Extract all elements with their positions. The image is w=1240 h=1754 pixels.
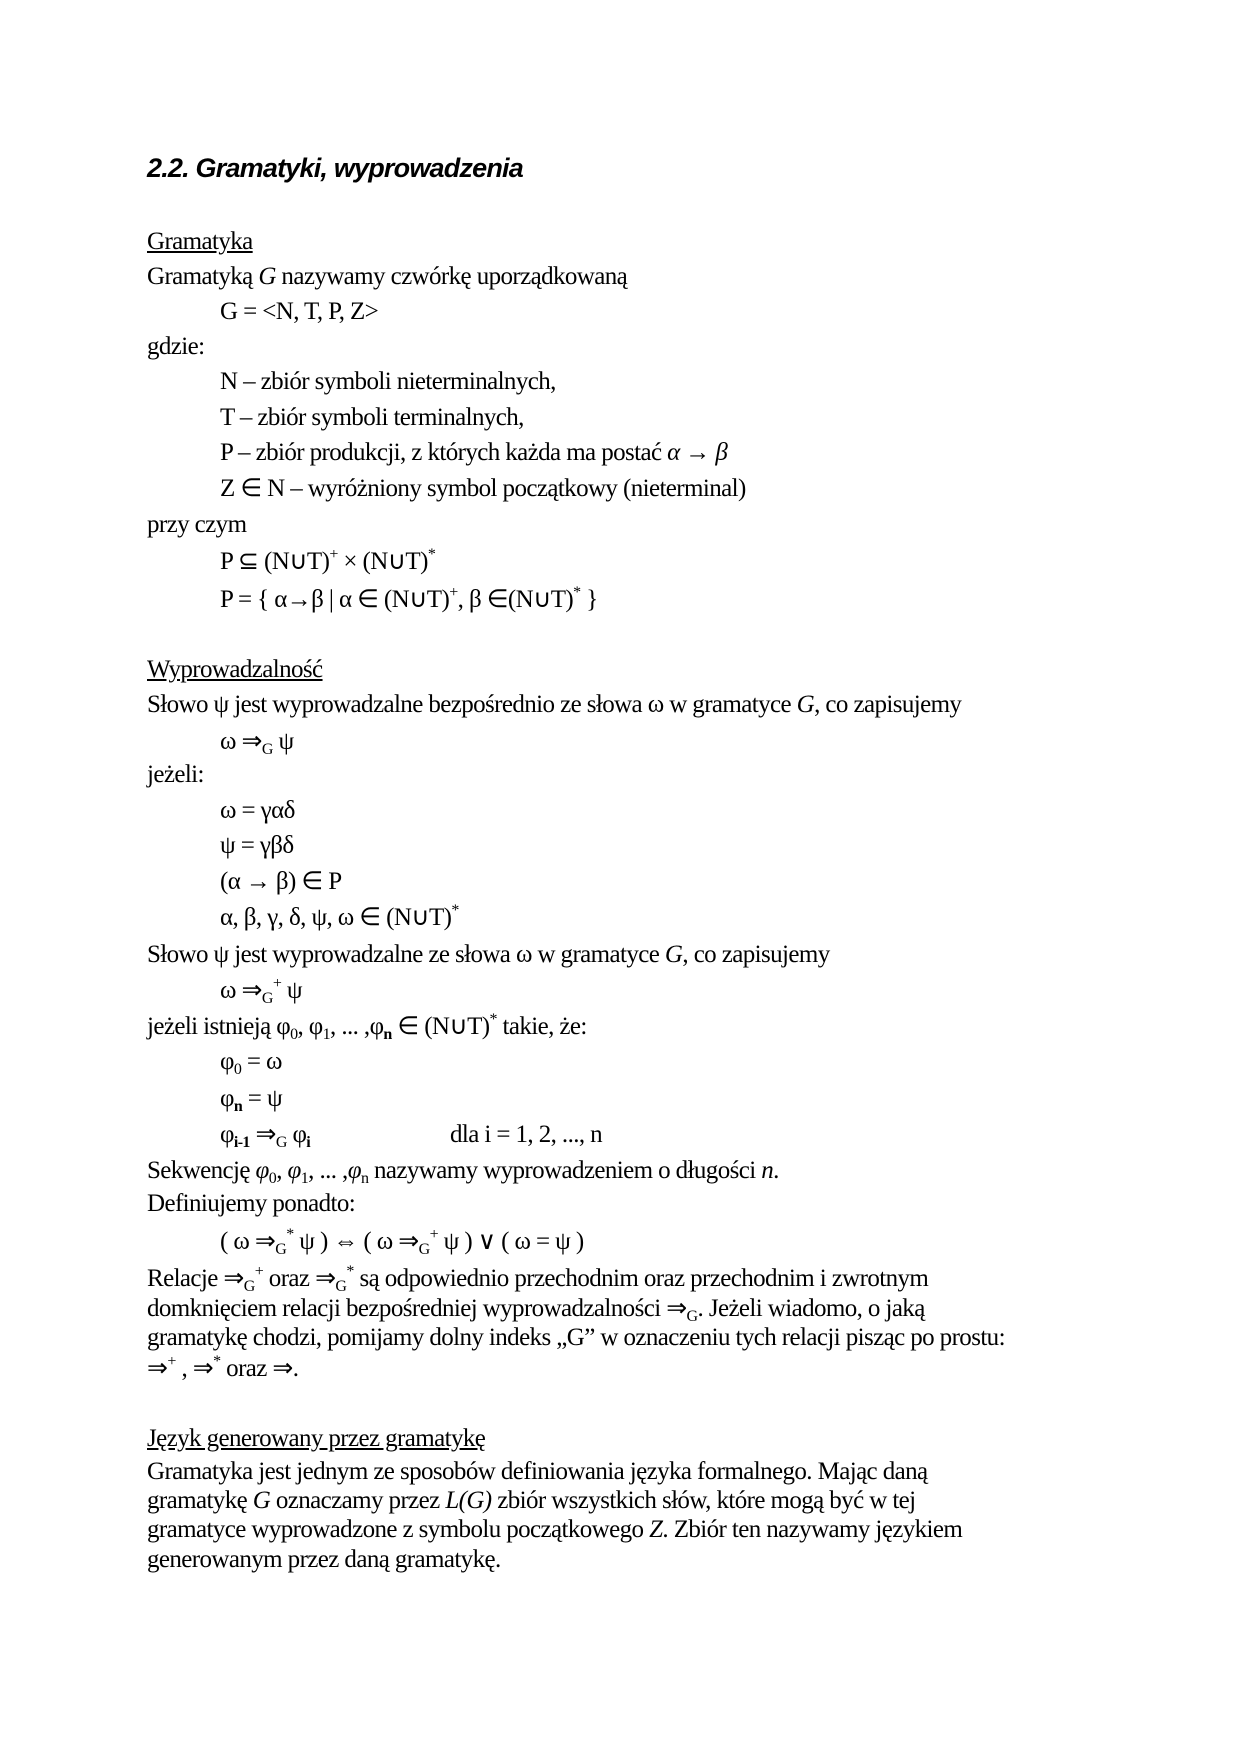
paragraph-line xyxy=(147,1517,962,1543)
formula-line xyxy=(220,546,436,575)
subheading-jezyk xyxy=(147,1426,485,1452)
text-segment: . Jeżeli wiadomo, o jaką xyxy=(697,1295,925,1322)
text-segment: 0 xyxy=(233,1061,242,1078)
text-segment: Sekwencję xyxy=(147,1157,256,1184)
text-segment: ⇒ xyxy=(147,1355,168,1382)
subheading-gramatyka xyxy=(147,229,253,255)
text-segment: , ... , xyxy=(308,1157,348,1184)
paragraph-line xyxy=(147,1547,501,1573)
formula-line xyxy=(220,869,342,895)
text-segment: gdzie: xyxy=(147,333,205,360)
text-segment: przy czym xyxy=(147,511,247,538)
text-segment: φ xyxy=(347,1157,361,1184)
formula-line xyxy=(220,299,378,325)
text-segment: N – zbiór symboli nieterminalnych, xyxy=(220,368,556,395)
text-segment: φ xyxy=(220,1085,234,1112)
text-segment: (α → β) ∈ P xyxy=(220,868,342,895)
text-segment: + xyxy=(167,1353,176,1370)
text-segment: G xyxy=(243,1278,255,1295)
formula-line xyxy=(220,1121,311,1151)
paragraph-line xyxy=(147,334,204,360)
text-segment: zbiór wszystkich słów, które mogą być w tej xyxy=(491,1487,916,1514)
text-segment: P ⊆ (N∪T) xyxy=(220,548,330,575)
section-title: 2.2. Gramatyki, wyprowadzenia xyxy=(147,153,523,183)
text-segment: G xyxy=(275,1134,287,1151)
text-segment: Z xyxy=(649,1516,663,1543)
text-segment: ∈ (N∪T) xyxy=(391,1013,490,1040)
text-segment: , xyxy=(276,1157,288,1184)
text-segment: takie, że: xyxy=(496,1013,587,1040)
text-segment: Język generowany przez gramatykę xyxy=(147,1425,486,1452)
paragraph-line xyxy=(147,1157,779,1187)
text-segment: * xyxy=(489,1011,497,1028)
formula-line xyxy=(220,584,598,613)
text-segment: 0 xyxy=(268,1170,277,1187)
formula-line xyxy=(220,975,302,1007)
text-segment: G = <N, T, P, Z> xyxy=(220,298,379,325)
text-segment: = ω xyxy=(241,1048,282,1075)
formula-line xyxy=(220,728,294,758)
text-segment: , β ∈(N∪T) xyxy=(457,586,574,613)
text-segment: , co zapisujemy xyxy=(814,691,962,718)
formula-line xyxy=(220,902,459,931)
text-segment: φ xyxy=(287,1157,301,1184)
text-segment: α → β xyxy=(667,439,728,466)
text-segment: Gramatyką xyxy=(147,263,259,290)
text-segment: ω ⇒ xyxy=(220,728,262,755)
text-segment: , co zapisujemy xyxy=(682,941,830,968)
text-segment: * xyxy=(213,1353,221,1370)
formula-line xyxy=(220,1048,282,1078)
text-segment: domknięciem relacji bezpośredniej wyprowadzalności ⇒ xyxy=(147,1295,687,1322)
paragraph-line xyxy=(147,1191,355,1217)
text-segment: + xyxy=(329,546,338,563)
text-segment: jeżeli: xyxy=(147,761,204,788)
text-segment: × (N∪T) xyxy=(337,548,428,575)
text-segment: G xyxy=(258,263,276,290)
paragraph-line xyxy=(147,1295,925,1325)
paragraph-line xyxy=(147,692,961,718)
text-segment: φ xyxy=(220,1048,234,1075)
text-segment: Z ∈ N – wyróżniony symbol początkowy (nieterminal) xyxy=(220,475,746,502)
paragraph-line xyxy=(147,1325,1005,1351)
index-range-note: dla i = 1, 2, ..., n xyxy=(450,1121,603,1148)
text-segment: n xyxy=(383,1026,392,1043)
text-segment: * xyxy=(286,1226,294,1243)
text-segment: Definiujemy ponadto: xyxy=(147,1190,356,1217)
text-segment: * xyxy=(346,1263,354,1280)
text-segment: ψ ) ⇔ ( ω ⇒ xyxy=(293,1228,419,1255)
text-segment: P = { α→β | α ∈ (N∪T) xyxy=(220,586,450,613)
text-segment: są odpowiednio przechodnim oraz przechodnim i zwrotnym xyxy=(353,1265,929,1292)
text-segment: , φ xyxy=(297,1013,323,1040)
text-segment: α, β, γ, δ, ψ, ω ∈ (N∪T) xyxy=(220,904,452,931)
formula-line xyxy=(220,798,295,824)
text-segment: + xyxy=(254,1263,264,1280)
paragraph-line xyxy=(147,1488,916,1514)
text-segment: ω ⇒ xyxy=(220,977,262,1004)
text-segment: gramatykę chodzi, pomijamy dolny indeks „G” w oznaczeniu tych relacji pisząc po prostu: xyxy=(147,1324,1005,1351)
text-segment: n xyxy=(761,1157,774,1184)
text-segment: ω = γαδ xyxy=(220,797,295,824)
text-segment: , ... ,φ xyxy=(330,1013,384,1040)
text-segment: + xyxy=(449,584,458,601)
text-segment: i-1 xyxy=(233,1134,250,1151)
text-segment: φ xyxy=(220,1121,234,1148)
formula-line xyxy=(220,1226,584,1258)
formula-line xyxy=(220,833,294,859)
text-segment: ψ ) ∨ ( ω = ψ ) xyxy=(438,1228,584,1255)
text-segment: G xyxy=(796,691,815,718)
list-item xyxy=(220,405,524,431)
text-segment: jeżeli istnieją φ xyxy=(147,1013,291,1040)
text-segment: . Zbiór ten nazywamy językiem xyxy=(662,1516,963,1543)
text-segment: Gramatyka xyxy=(147,228,253,255)
text-segment: P – zbiór produkcji, z których każda ma postać xyxy=(220,439,668,466)
text-segment: . xyxy=(773,1157,779,1184)
paragraph-line xyxy=(147,1011,587,1043)
text-segment: oraz ⇒ xyxy=(263,1265,336,1292)
paragraph-line xyxy=(147,1263,929,1295)
text-segment: * xyxy=(451,902,459,919)
paragraph-line xyxy=(147,512,246,538)
text-segment: , ⇒ xyxy=(175,1355,214,1382)
paragraph-line xyxy=(147,762,204,788)
text-segment: n xyxy=(360,1170,369,1187)
text-segment: Gramatyka jest jednym ze sposobów definiowania języka formalnego. Mając daną xyxy=(147,1458,928,1485)
text-segment: ( ω ⇒ xyxy=(220,1228,276,1255)
text-segment: ψ = γβδ xyxy=(220,832,294,859)
text-segment: 1 xyxy=(300,1170,309,1187)
text-segment: oraz ⇒. xyxy=(220,1355,299,1382)
text-segment: generowanym przez daną gramatykę. xyxy=(147,1546,501,1573)
text-segment: φ xyxy=(255,1157,269,1184)
text-segment: Słowo ψ jest wyprowadzalne bezpośrednio ze słowa ω w gramatyce xyxy=(147,691,797,718)
text-segment: G xyxy=(261,990,273,1007)
text-segment: nazywamy czwórkę uporządkowaną xyxy=(275,263,628,290)
paragraph-line xyxy=(147,1459,928,1485)
text-segment: * xyxy=(427,546,436,563)
text-segment: * xyxy=(573,584,581,601)
subheading-wyprowadzalnosc xyxy=(147,657,323,683)
text-segment: ψ xyxy=(272,728,294,755)
text-segment: = ψ xyxy=(242,1085,283,1112)
paragraph-line xyxy=(147,1353,299,1382)
text-segment: ⇒ xyxy=(249,1121,276,1148)
list-item xyxy=(220,440,727,466)
text-segment: L(G) xyxy=(445,1487,492,1514)
list-item xyxy=(220,369,556,395)
text-segment: i xyxy=(306,1134,311,1151)
text-segment: gramatyce wyprowadzone z symbolu początkowego xyxy=(147,1516,650,1543)
text-segment: } xyxy=(580,586,598,613)
text-segment: Wyprowadzalność xyxy=(147,656,323,683)
text-segment: G xyxy=(335,1278,347,1295)
text-segment: T – zbiór symboli terminalnych, xyxy=(220,404,524,431)
text-segment: 0 xyxy=(290,1026,298,1043)
text-segment: G xyxy=(275,1241,287,1258)
text-segment: Relacje ⇒ xyxy=(147,1265,244,1292)
text-segment: + xyxy=(272,975,282,992)
text-segment: 1 xyxy=(322,1026,331,1043)
formula-line xyxy=(220,1085,283,1115)
paragraph-line xyxy=(147,942,830,968)
text-segment: gramatykę xyxy=(147,1487,253,1514)
list-item xyxy=(220,476,746,502)
text-segment: G xyxy=(252,1487,271,1514)
text-segment: nazywamy wyprowadzeniem o długości xyxy=(368,1157,762,1184)
text-segment: G xyxy=(418,1241,430,1258)
text-segment: ψ xyxy=(281,977,302,1004)
text-segment: Słowo ψ jest wyprowadzalne ze słowa ω w gramatyce xyxy=(147,941,665,968)
paragraph-line xyxy=(147,264,627,290)
text-segment: G xyxy=(261,741,273,758)
text-segment: + xyxy=(429,1226,439,1243)
text-segment: φ xyxy=(286,1121,307,1148)
text-segment: oznaczamy przez xyxy=(270,1487,446,1514)
text-segment: n xyxy=(233,1098,243,1115)
text-segment: G xyxy=(664,941,683,968)
text-segment: G xyxy=(686,1308,698,1325)
